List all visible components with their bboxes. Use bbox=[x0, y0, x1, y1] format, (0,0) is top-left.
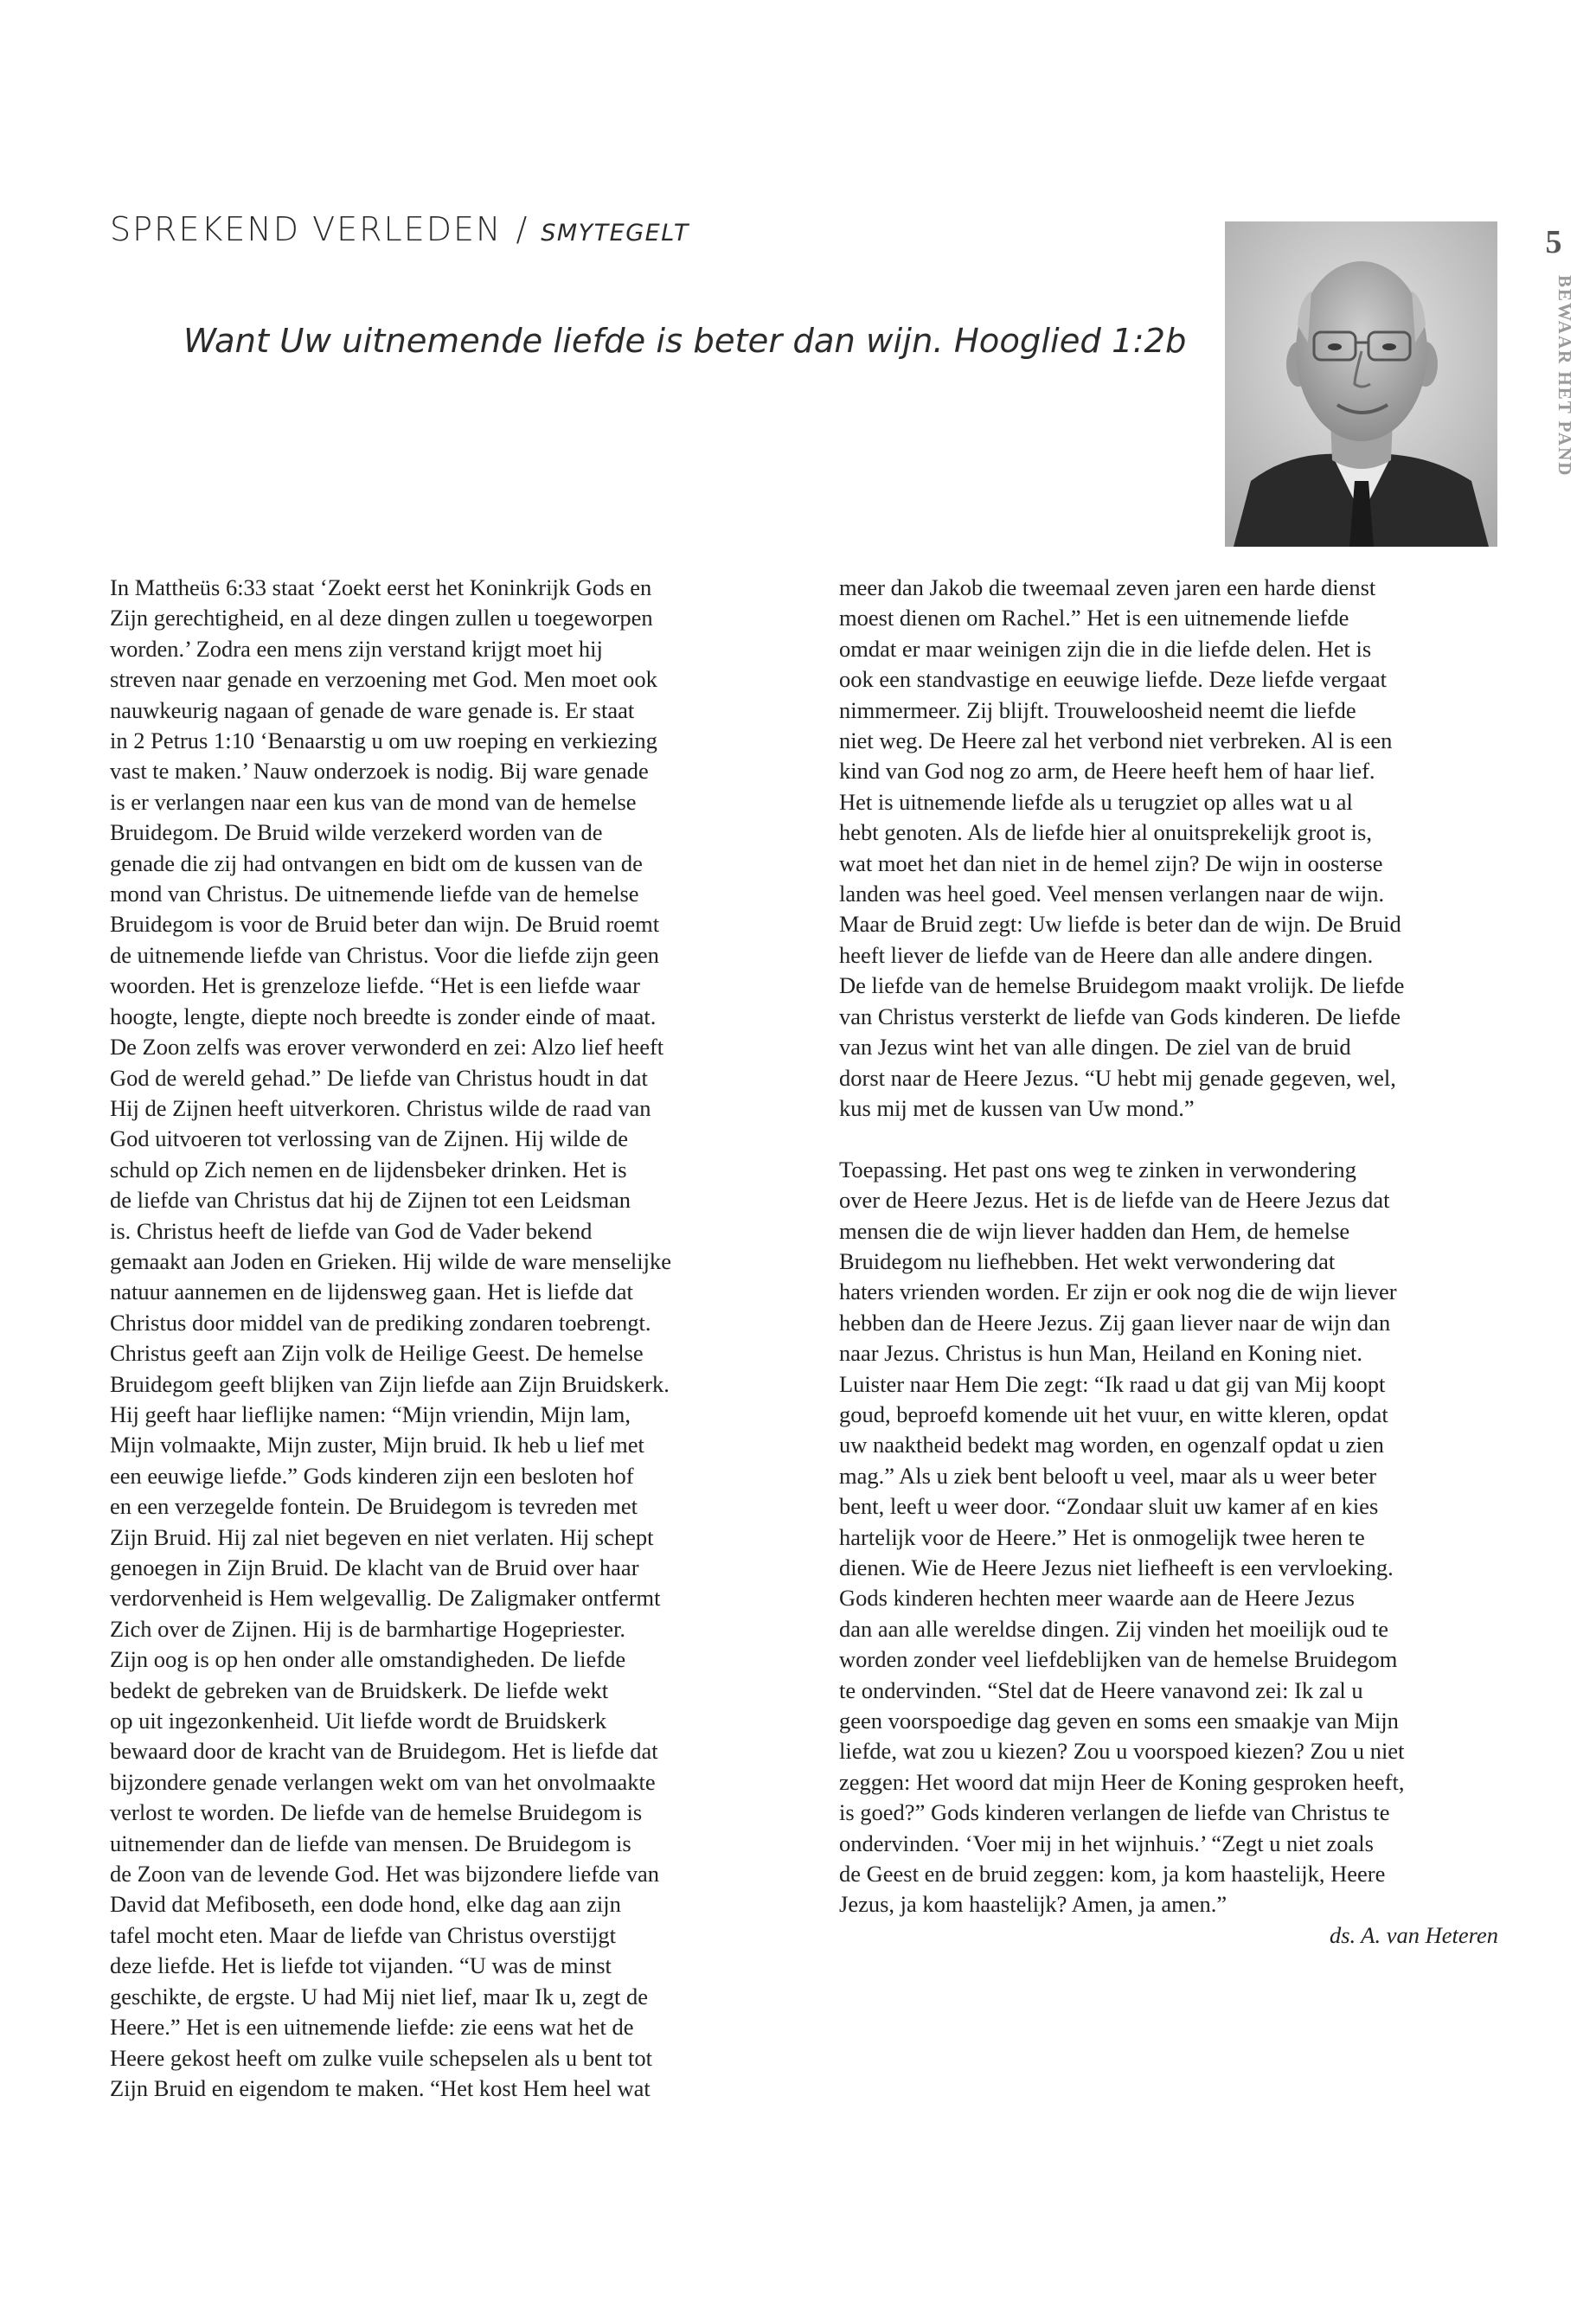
text-line: bewaard door de kracht van de Bruidegom. Het is liefde dat bbox=[110, 1738, 658, 1765]
text-line: Luister naar Hem Die zegt: “Ik raad u dat gij van Mij koopt bbox=[839, 1370, 1386, 1397]
text-line: is er verlangen naar een kus van de mond van de hemelse bbox=[110, 788, 637, 815]
text-line: ondervinden. ‘Voer mij in het wijnhuis.’ “Zegt u niet zoals bbox=[839, 1830, 1374, 1856]
text-line: Bruidegom is voor de Bruid beter dan wijn. De Bruid roemt bbox=[110, 911, 660, 938]
text-line: op uit ingezonkenheid. Uit liefde wordt de Bruidskerk bbox=[110, 1708, 607, 1734]
author-portrait-photo bbox=[1225, 221, 1497, 547]
article-column-left bbox=[110, 573, 776, 2104]
text-line: Bruidegom geeft blijken van Zijn liefde aan Zijn Bruidskerk. bbox=[110, 1370, 670, 1397]
epigraph-quote: Want Uw uitnemende liefde is beter dan wijn. Hooglied 1:2b bbox=[183, 322, 1187, 361]
text-line: Hij geeft haar lieflijke namen: “Mijn vriendin, Mijn lam, bbox=[110, 1400, 631, 1427]
text-line: woorden. Het is grenzeloze liefde. “Het is een liefde waar bbox=[110, 972, 640, 999]
text-line: omdat er maar weinigen zijn die in die liefde delen. Het is bbox=[839, 635, 1372, 662]
text-line: deze liefde. Het is liefde tot vijanden. “U was de minst bbox=[110, 1952, 612, 1979]
text-line: De liefde van de hemelse Bruidegom maakt vrolijk. De liefde bbox=[839, 972, 1405, 999]
text-line: dienen. Wie de Heere Jezus niet liefheeft is een vervloeking. bbox=[839, 1554, 1394, 1580]
text-line: Bruidegom. De Bruid wilde verzekerd worden van de bbox=[110, 819, 603, 846]
text-line: uitnemender dan de liefde van mensen. De Bruidegom is bbox=[110, 1830, 631, 1856]
section-title: SPREKEND VERLEDEN bbox=[110, 210, 503, 248]
text-line: gemaakt aan Joden en Grieken. Hij wilde de ware menselijke bbox=[110, 1247, 672, 1274]
text-line: Zich over de Zijnen. Hij is de barmhartige Hogepriester. bbox=[110, 1615, 626, 1642]
paragraph-gap bbox=[839, 1124, 1505, 1154]
text-line: uw naaktheid bedekt mag worden, en ogenzalf opdat u zien bbox=[839, 1432, 1384, 1458]
text-line: een eeuwige liefde.” Gods kinderen zijn een besloten hof bbox=[110, 1462, 634, 1489]
text-line: de uitnemende liefde van Christus. Voor die liefde zijn geen bbox=[110, 941, 659, 968]
text-line: de liefde van Christus dat hij de Zijnen tot een Leidsman bbox=[110, 1187, 631, 1214]
section-header bbox=[110, 210, 689, 248]
text-line: worden zonder veel liefdeblijken van de hemelse Bruidegom bbox=[839, 1646, 1398, 1673]
text-line: hebt genoten. Als de liefde hier al onuitsprekelijk groot is, bbox=[839, 819, 1372, 846]
text-line: dorst naar de Heere Jezus. “U hebt mij genade gegeven, wel, bbox=[839, 1064, 1396, 1091]
text-line: genoegen in Zijn Bruid. De klacht van de Bruid over haar bbox=[110, 1554, 639, 1580]
text-line: van Christus versterkt de liefde van Gods kinderen. De liefde bbox=[839, 1003, 1401, 1029]
text-line: liefde, wat zou u kiezen? Zou u voorspoed kiezen? Zou u niet bbox=[839, 1738, 1405, 1765]
text-line: ook een standvastige en eeuwige liefde. Deze liefde vergaat bbox=[839, 666, 1388, 693]
text-line: kind van God nog zo arm, de Heere heeft hem of haar lief. bbox=[839, 758, 1375, 785]
text-line: Heere gekost heeft om zulke vuile schepselen als u bent tot bbox=[110, 2044, 652, 2071]
text-line: zeggen: Het woord dat mijn Heer de Koning gesproken heeft, bbox=[839, 1768, 1405, 1795]
text-line: Heere.” Het is een uitnemende liefde: zie eens wat het de bbox=[110, 2014, 634, 2041]
application-paragraph bbox=[839, 1155, 1505, 1920]
text-line: dan aan alle wereldse dingen. Zij vinden het moeilijk oud te bbox=[839, 1615, 1389, 1642]
text-line: Christus geeft aan Zijn volk de Heilige Geest. De hemelse bbox=[110, 1340, 644, 1367]
text-line: in 2 Petrus 1:10 ‘Benaarstig u om uw roeping en verkiezing bbox=[110, 727, 657, 754]
text-line: niet weg. De Heere zal het verbond niet verbreken. Al is een bbox=[839, 727, 1393, 754]
text-line: van Jezus wint het van alle dingen. De ziel van de bruid bbox=[839, 1034, 1351, 1061]
text-line: haters vrienden worden. Er zijn er ook nog die de wijn liever bbox=[839, 1279, 1397, 1305]
text-line: Bruidegom nu liefhebben. Het wekt verwondering dat bbox=[839, 1247, 1336, 1274]
text-line: naar Jezus. Christus is hun Man, Heiland en Koning niet. bbox=[839, 1340, 1362, 1367]
text-line: natuur aannemen en de lijdensweg gaan. Het is liefde dat bbox=[110, 1279, 633, 1305]
text-line: De Zoon zelfs was erover verwonderd en zei: Alzo lief heeft bbox=[110, 1034, 664, 1061]
text-line: verdorvenheid is Hem welgevallig. De Zaligmaker ontfermt bbox=[110, 1585, 661, 1612]
text-line: Zijn Bruid en eigendom te maken. “Het kost Hem heel wat bbox=[110, 2074, 651, 2101]
text-line: landen was heel goed. Veel mensen verlangen naar de wijn. bbox=[839, 881, 1385, 907]
text-line: genade die zij had ontvangen en bidt om de kussen van de bbox=[110, 849, 643, 876]
text-line: mensen die de wijn liever hadden dan Hem, de hemelse bbox=[839, 1217, 1350, 1244]
text-line: Het is uitnemende liefde als u terugziet op alles wat u al bbox=[839, 788, 1353, 815]
text-line: geschikte, de ergste. U had Mij niet lief, maar Ik u, zegt de bbox=[110, 1983, 649, 2009]
text-line: meer dan Jakob die tweemaal zeven jaren een harde dienst bbox=[839, 574, 1376, 600]
text-line: heeft liever de liefde van de Heere dan alle andere dingen. bbox=[839, 941, 1374, 968]
text-line: wat moet het dan niet in de hemel zijn? De wijn in oosterse bbox=[839, 849, 1383, 876]
text-line: is. Christus heeft de liefde van God de Vader bekend bbox=[110, 1217, 593, 1244]
text-line: moest dienen om Rachel.” Het is een uitnemende liefde bbox=[839, 605, 1349, 631]
text-line: bent, leeft u weer door. “Zondaar sluit uw kamer af en kies bbox=[839, 1493, 1379, 1520]
body-paragraph bbox=[110, 573, 776, 2104]
author-signature: ds. A. van Heteren bbox=[1329, 1922, 1498, 1948]
text-line: God uitvoeren tot verlossing van de Zijnen. Hij wilde de bbox=[110, 1125, 629, 1152]
text-line: geen voorspoedige dag geven en soms een smaakje van Mijn bbox=[839, 1708, 1399, 1734]
text-line: Zijn Bruid. Hij zal niet begeven en niet verlaten. Hij schept bbox=[110, 1523, 654, 1550]
section-subtitle: SMYTEGELT bbox=[541, 220, 689, 247]
text-line: Toepassing. Het past ons weg te zinken in verwondering bbox=[839, 1156, 1356, 1183]
text-line: Gods kinderen hechten meer waarde aan de Heere Jezus bbox=[839, 1585, 1355, 1612]
body-paragraph bbox=[839, 573, 1505, 1124]
text-line: te ondervinden. “Stel dat de Heere vanavond zei: Ik zal u bbox=[839, 1676, 1363, 1703]
text-line: Jezus, ja kom haastelijk? Amen, ja amen.” bbox=[839, 1891, 1227, 1918]
text-line: Maar de Bruid zegt: Uw liefde is beter dan de wijn. De Bruid bbox=[839, 911, 1401, 938]
text-line: Zijn gerechtigheid, en al deze dingen zullen u toegeworpen bbox=[110, 605, 653, 631]
text-line: tafel mocht eten. Maar de liefde van Christus overstijgt bbox=[110, 1921, 617, 1948]
text-line: David dat Mefiboseth, een dode hond, elke dag aan zijn bbox=[110, 1891, 621, 1918]
text-line: en een verzegelde fontein. De Bruidegom is tevreden met bbox=[110, 1493, 638, 1520]
text-line: bedekt de gebreken van de Bruidskerk. De liefde wekt bbox=[110, 1676, 609, 1703]
text-line: goud, beproefd komende uit het vuur, en witte kleren, opdat bbox=[839, 1400, 1388, 1427]
text-line: Zijn oog is op hen onder alle omstandigheden. De liefde bbox=[110, 1646, 626, 1673]
text-line: bijzondere genade verlangen wekt om van het onvolmaakte bbox=[110, 1768, 656, 1795]
text-line: God de wereld gehad.” De liefde van Christus houdt in dat bbox=[110, 1064, 648, 1091]
header-separator: / bbox=[516, 210, 528, 248]
text-line: over de Heere Jezus. Het is de liefde van de Heere Jezus dat bbox=[839, 1187, 1390, 1214]
text-line: verlost te worden. De liefde van de hemelse Bruidegom is bbox=[110, 1799, 643, 1826]
text-line: hoogte, lengte, diepte noch breedte is zonder einde of maat. bbox=[110, 1003, 657, 1029]
text-line: schuld op Zich nemen en de lijdensbeker drinken. Het is bbox=[110, 1156, 627, 1183]
text-line: mag.” Als u ziek bent belooft u veel, maar als u weer beter bbox=[839, 1462, 1377, 1489]
page-number: 5 bbox=[1545, 224, 1562, 260]
text-line: nimmermeer. Zij blijft. Trouweloosheid neemt die liefde bbox=[839, 696, 1356, 723]
text-line: de Geest en de bruid zeggen: kom, ja kom haastelijk, Heere bbox=[839, 1861, 1386, 1888]
text-line: Christus door middel van de prediking zondaren toebrengt. bbox=[110, 1309, 651, 1336]
running-head: BEWAAR HET PAND bbox=[1554, 275, 1575, 478]
text-line: streven naar genade en verzoening met God. Men moet ook bbox=[110, 666, 657, 693]
text-line: is goed?” Gods kinderen verlangen de liefde van Christus te bbox=[839, 1799, 1390, 1826]
text-line: worden.’ Zodra een mens zijn verstand krijgt moet hij bbox=[110, 635, 603, 662]
text-line: Mijn volmaakte, Mijn zuster, Mijn bruid. Ik heb u lief met bbox=[110, 1432, 644, 1458]
text-line: nauwkeurig nagaan of genade de ware genade is. Er staat bbox=[110, 696, 635, 723]
text-line: hebben dan de Heere Jezus. Zij gaan liever naar de wijn dan bbox=[839, 1309, 1391, 1336]
text-line: de Zoon van de levende God. Het was bijzondere liefde van bbox=[110, 1861, 660, 1888]
text-line: Hij de Zijnen heeft uitverkoren. Christus wilde de raad van bbox=[110, 1094, 651, 1121]
text-line: hartelijk voor de Heere.” Het is onmogelijk twee heren te bbox=[839, 1523, 1365, 1550]
text-line: vast te maken.’ Nauw onderzoek is nodig. Bij ware genade bbox=[110, 758, 649, 785]
article-column-right bbox=[839, 573, 1505, 1920]
text-line: kus mij met de kussen van Uw mond.” bbox=[839, 1094, 1195, 1121]
text-line: In Mattheüs 6:33 staat ‘Zoekt eerst het Koninkrijk Gods en bbox=[110, 574, 652, 600]
text-line: mond van Christus. De uitnemende liefde van de hemelse bbox=[110, 881, 639, 907]
